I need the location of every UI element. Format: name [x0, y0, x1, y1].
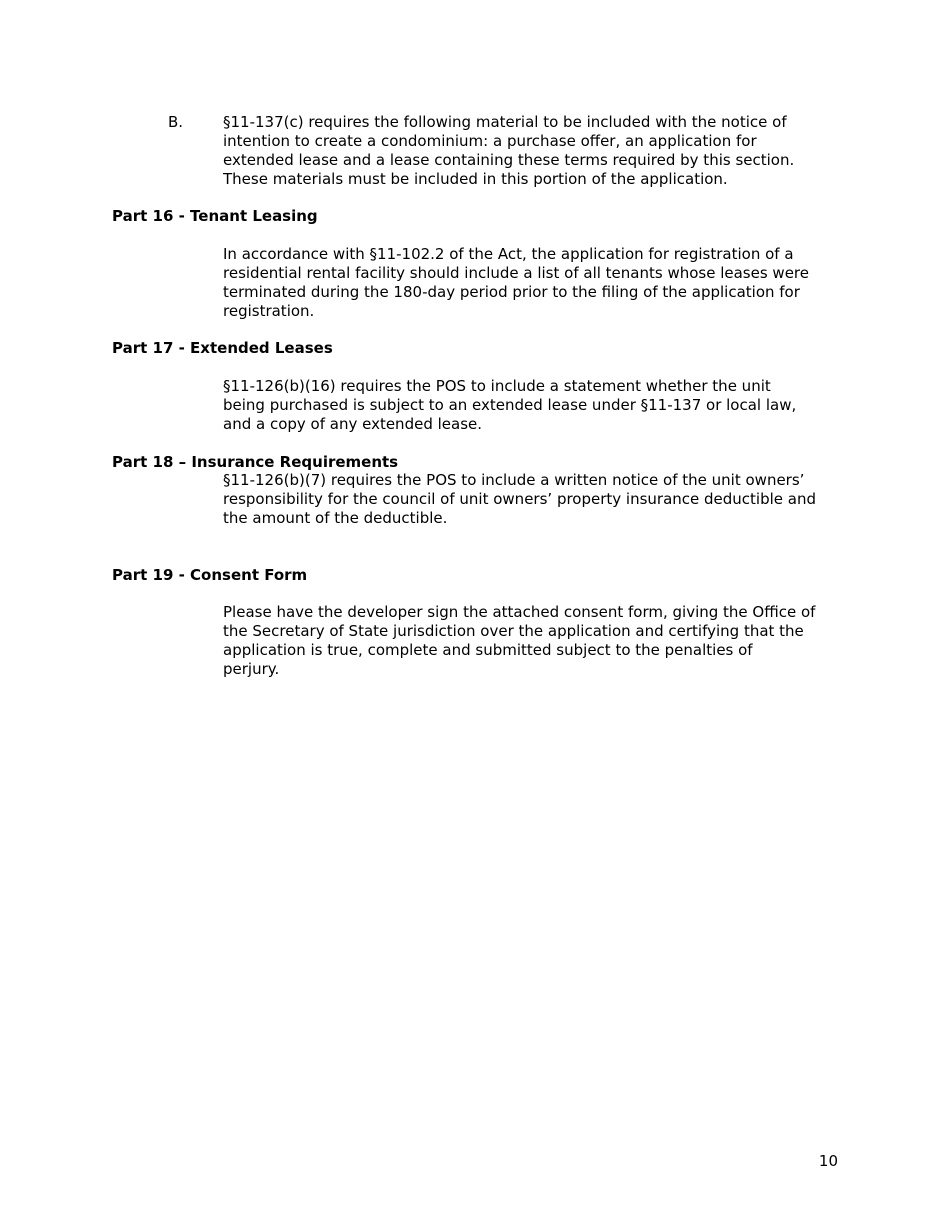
part-17-heading: Part 17 - Extended Leases — [112, 339, 333, 357]
part-19-heading: Part 19 - Consent Form — [112, 566, 308, 584]
part-18-heading: Part 18 – Insurance Requirements — [112, 453, 399, 471]
part-18-body: §11-126(b)(7) requires the POS to include a written notice of the unit owners’ responsibility for the council of unit owners’ property insurance deductible and the amount of the deductible. — [223, 471, 817, 527]
page-number: 10 — [818, 1152, 838, 1170]
part-16-heading: Part 16 - Tenant Leasing — [112, 207, 318, 225]
list-marker-b: B. — [168, 113, 184, 131]
part-19-body: Please have the developer sign the attached consent form, giving the Office of the Secretary of State jurisdiction over the application and certifying that the application is true, complete and submitted subject to the penalties of perjury. — [223, 603, 816, 678]
part-17-body: §11-126(b)(16) requires the POS to include a statement whether the unit being purchased is subject to an extended lease under §11-137 or local law, and a copy of any extended lease. — [223, 377, 797, 433]
item-b-text: §11-137(c) requires the following material to be included with the notice of intention to create a condominium: a purchase offer, an application for extended lease and a lease containing these terms required by this section. These materials must be included in this portion of the application. — [223, 113, 795, 188]
part-16-body: In accordance with §11-102.2 of the Act, the application for registration of a residential rental facility should include a list of all tenants whose leases were terminated during the 180-day period prior to the filing of the application for registration. — [223, 245, 809, 320]
